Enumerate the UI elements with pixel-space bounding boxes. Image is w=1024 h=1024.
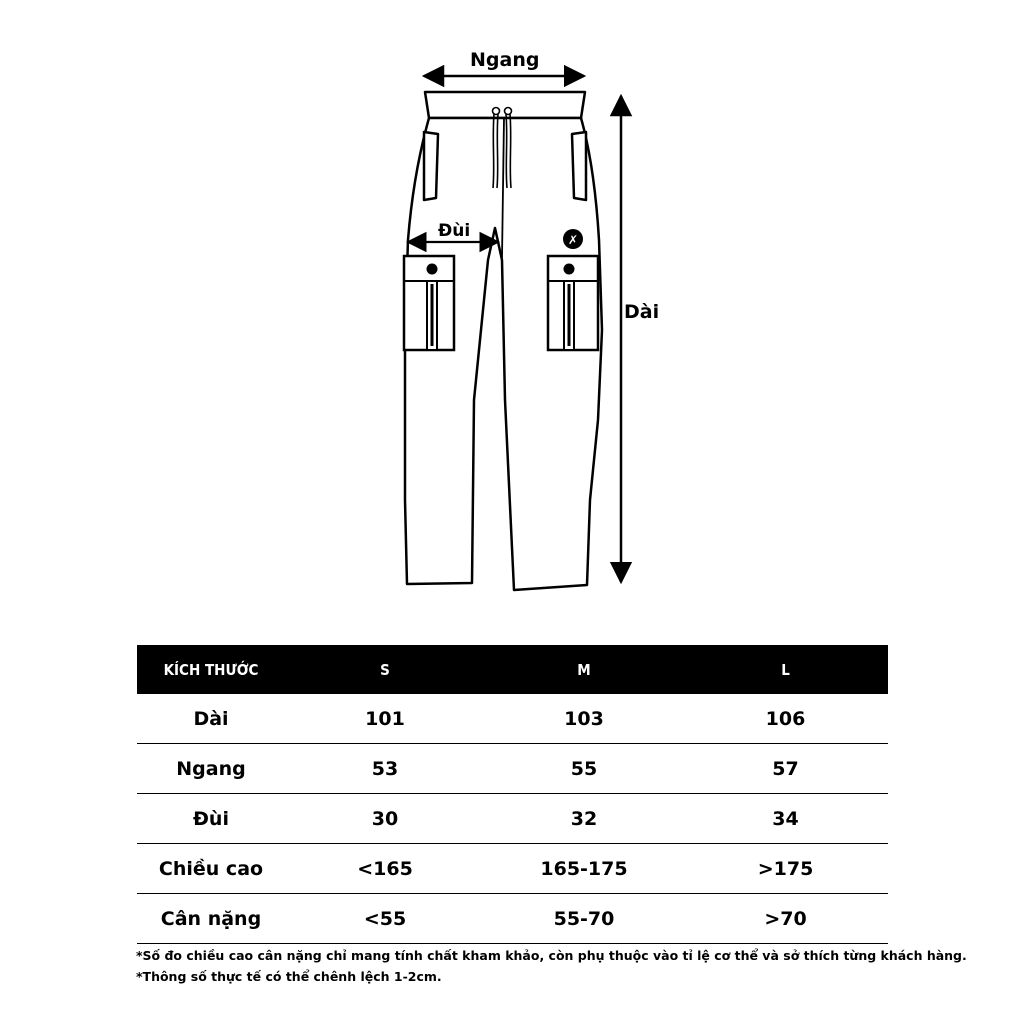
svg-text:✗: ✗ xyxy=(567,233,579,247)
cell-s: 53 xyxy=(285,744,485,794)
right-slash-pocket xyxy=(572,132,586,200)
cell-m: 55-70 xyxy=(485,894,683,944)
cell-s: 30 xyxy=(285,794,485,844)
cell-l: 57 xyxy=(683,744,888,794)
header-size-l: L xyxy=(683,645,888,694)
waistband xyxy=(425,92,585,118)
row-label: Ngang xyxy=(137,744,285,794)
cell-l: >175 xyxy=(683,844,888,894)
left-slash-pocket xyxy=(424,132,438,200)
header-size-m: M xyxy=(485,645,683,694)
table-row xyxy=(137,794,888,844)
footnote-tolerance: *Thông số thực tế có thể chênh lệch 1-2cm. xyxy=(136,969,442,984)
cell-s: <55 xyxy=(285,894,485,944)
cell-l: >70 xyxy=(683,894,888,944)
row-label: Dài xyxy=(137,694,285,744)
footnotes xyxy=(136,945,967,987)
cell-l: 106 xyxy=(683,694,888,744)
table-row xyxy=(137,894,888,944)
table-header-row xyxy=(137,645,888,694)
cell-l: 34 xyxy=(683,794,888,844)
length-label: Dài xyxy=(624,301,660,323)
cell-s: 101 xyxy=(285,694,485,744)
cell-m: 32 xyxy=(485,794,683,844)
table-row xyxy=(137,844,888,894)
footnote-reference: *Số đo chiều cao cân nặng chỉ mang tính chất kham khảo, còn phụ thuộc vào tỉ lệ cơ thể và sở thích từng khách hàng. xyxy=(136,948,967,963)
cell-m: 103 xyxy=(485,694,683,744)
header-size-label: KÍCH THƯỚC xyxy=(137,645,285,694)
cell-m: 165-175 xyxy=(485,844,683,894)
left-cargo-pocket xyxy=(404,256,454,350)
header-size-s: S xyxy=(285,645,485,694)
right-cargo-pocket xyxy=(548,256,598,350)
width-label: Ngang xyxy=(470,49,540,71)
cell-m: 55 xyxy=(485,744,683,794)
row-label: Đùi xyxy=(137,794,285,844)
row-label: Chiều cao xyxy=(137,844,285,894)
size-chart-table xyxy=(137,645,888,944)
row-label: Cân nặng xyxy=(137,894,285,944)
cell-s: <165 xyxy=(285,844,485,894)
table-row xyxy=(137,694,888,744)
table-row xyxy=(137,744,888,794)
logo-emblem xyxy=(563,229,583,249)
thigh-label: Đùi xyxy=(438,221,471,241)
